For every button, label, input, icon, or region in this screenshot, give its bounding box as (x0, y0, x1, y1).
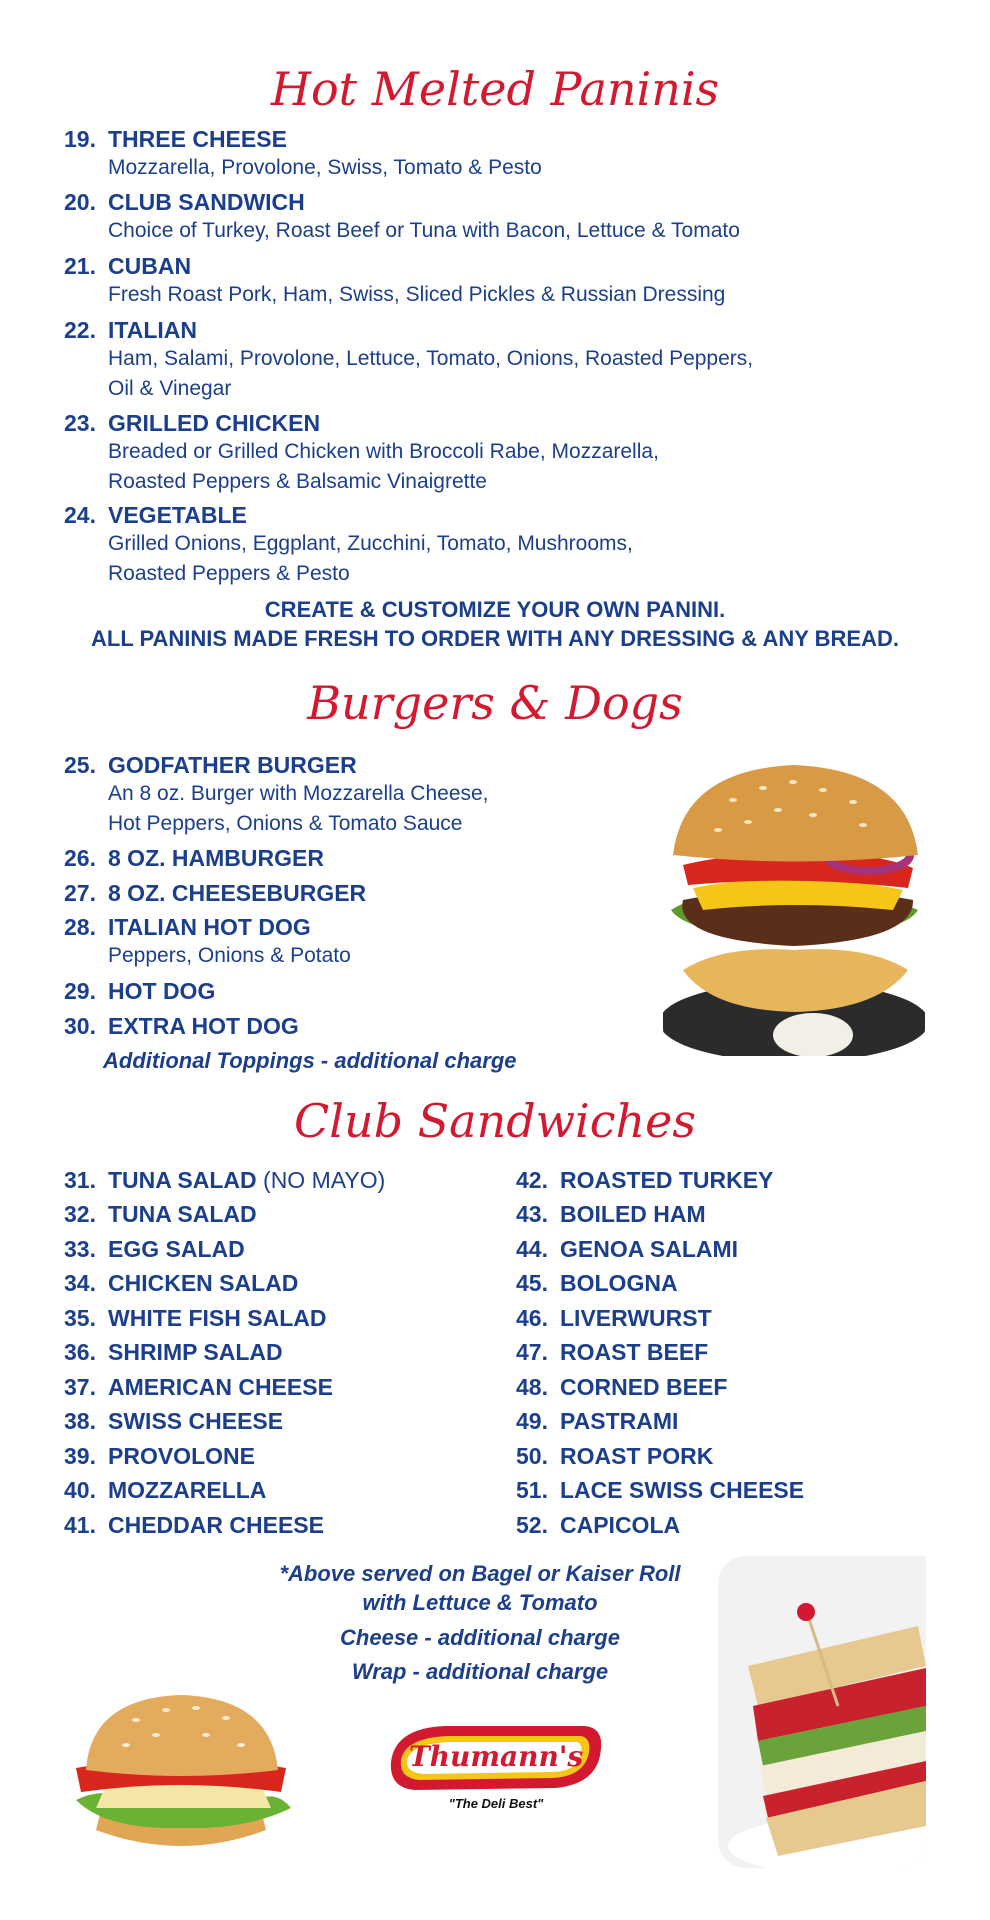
item-name: 8 OZ. CHEESEBURGER (108, 880, 367, 906)
item-number: 29. (64, 978, 96, 1004)
panini-note-customize: CREATE & CUSTOMIZE YOUR OWN PANINI. (264, 597, 726, 622)
item-number: 45. (516, 1270, 548, 1296)
small-burger-illustration (66, 1690, 296, 1866)
item-name: ITALIAN HOT DOG (108, 914, 311, 940)
item-name: CHEDDAR CHEESE (108, 1512, 324, 1538)
panini-note-fresh: ALL PANINIS MADE FRESH TO ORDER WITH ANY DRESSING & ANY BREAD. (91, 626, 899, 651)
thumanns-logo (385, 1718, 607, 1822)
item-number: 40. (64, 1477, 96, 1503)
item-number: 20. (64, 189, 96, 215)
item-name: ROAST PORK (560, 1443, 714, 1469)
item-name: MOZZARELLA (108, 1477, 267, 1503)
item-name: LACE SWISS CHEESE (560, 1477, 805, 1503)
item-name: EGG SALAD (108, 1236, 245, 1262)
item-description: Ham, Salami, Provolone, Lettuce, Tomato, Onions, Roasted Peppers, (108, 347, 754, 370)
item-number: 50. (516, 1443, 548, 1469)
item-description: Choice of Turkey, Roast Beef or Tuna with Bacon, Lettuce & Tomato (108, 219, 740, 242)
item-description: Mozzarella, Provolone, Swiss, Tomato & Pesto (108, 156, 542, 179)
item-name: CAPICOLA (560, 1512, 681, 1538)
item-description: Fresh Roast Pork, Ham, Swiss, Sliced Pickles & Russian Dressing (108, 283, 726, 306)
item-number: 30. (64, 1013, 96, 1039)
item-name: CHICKEN SALAD (108, 1270, 299, 1296)
item-number: 49. (516, 1408, 548, 1434)
clubs-note-bagel: *Above served on Bagel or Kaiser Roll (279, 1561, 681, 1586)
item-name: PASTRAMI (560, 1408, 679, 1434)
item-name: GENOA SALAMI (560, 1236, 739, 1262)
logo-brand-text: Thumann's (408, 1740, 584, 1773)
item-name: CORNED BEEF (560, 1374, 728, 1400)
item-description: An 8 oz. Burger with Mozzarella Cheese, (108, 782, 489, 805)
item-name: CLUB SANDWICH (108, 189, 305, 215)
item-name: TUNA SALAD (108, 1167, 257, 1193)
item-name: HOT DOG (108, 978, 216, 1004)
item-name: WHITE FISH SALAD (108, 1305, 327, 1331)
item-number: 24. (64, 502, 96, 528)
item-number: 27. (64, 880, 96, 906)
item-number: 22. (64, 317, 96, 343)
item-number: 34. (64, 1270, 96, 1296)
item-number: 46. (516, 1305, 548, 1331)
item-name: AMERICAN CHEESE (108, 1374, 333, 1400)
item-name: LIVERWURST (560, 1305, 712, 1331)
item-number: 26. (64, 845, 96, 871)
item-number: 43. (516, 1201, 548, 1227)
item-number: 47. (516, 1339, 548, 1365)
item-name: EXTRA HOT DOG (108, 1013, 299, 1039)
item-number: 28. (64, 914, 96, 940)
item-number: 41. (64, 1512, 96, 1538)
item-name: CUBAN (108, 253, 192, 279)
item-description: Roasted Peppers & Pesto (108, 562, 350, 585)
item-description: Oil & Vinegar (108, 377, 232, 400)
burger-illustration (663, 760, 925, 1056)
item-number: 39. (64, 1443, 96, 1469)
item-name: ROASTED TURKEY (560, 1167, 774, 1193)
item-number: 52. (516, 1512, 548, 1538)
item-note: (NO MAYO) (256, 1167, 386, 1193)
small-burger-photo (66, 1690, 296, 1866)
item-number: 42. (516, 1167, 548, 1193)
item-name: BOLOGNA (560, 1270, 678, 1296)
burgers-title: Burgers & Dogs (307, 676, 683, 730)
item-number: 48. (516, 1374, 548, 1400)
item-description: Grilled Onions, Eggplant, Zucchini, Tomato, Mushrooms, (108, 532, 633, 555)
item-number: 33. (64, 1236, 96, 1262)
item-name: THREE CHEESE (108, 126, 287, 152)
item-name: 8 OZ. HAMBURGER (108, 845, 324, 871)
item-number: 31. (64, 1167, 96, 1193)
clubs-note-lettuce: with Lettuce & Tomato (362, 1590, 598, 1615)
item-number: 36. (64, 1339, 96, 1365)
item-number: 32. (64, 1201, 96, 1227)
item-name: SHRIMP SALAD (108, 1339, 283, 1365)
item-name: GRILLED CHICKEN (108, 410, 321, 436)
item-number: 51. (516, 1477, 548, 1503)
club-sandwich-photo (718, 1556, 926, 1868)
item-name: TUNA SALAD (108, 1201, 257, 1227)
item-description: Peppers, Onions & Potato (108, 944, 351, 967)
clubs-note-cheese: Cheese - additional charge (340, 1625, 620, 1650)
item-number: 21. (64, 253, 96, 279)
item-description: Hot Peppers, Onions & Tomato Sauce (108, 812, 463, 835)
item-name: VEGETABLE (108, 502, 247, 528)
burger-photo (663, 760, 925, 1056)
item-number: 44. (516, 1236, 548, 1262)
item-name: BOILED HAM (560, 1201, 706, 1227)
item-description: Breaded or Grilled Chicken with Broccoli Rabe, Mozzarella, (108, 440, 659, 463)
clubs-note-wrap: Wrap - additional charge (351, 1659, 609, 1684)
item-name: SWISS CHEESE (108, 1408, 284, 1434)
item-name: PROVOLONE (108, 1443, 255, 1469)
item-number: 37. (64, 1374, 96, 1400)
item-number: 35. (64, 1305, 96, 1331)
burgers-toppings-note: Additional Toppings - additional charge (103, 1048, 517, 1073)
item-name: ITALIAN (108, 317, 198, 343)
item-name: ROAST BEEF (560, 1339, 709, 1365)
item-number: 25. (64, 752, 96, 778)
item-number: 19. (64, 126, 96, 152)
paninis-title: Hot Melted Paninis (270, 62, 720, 116)
item-name: GODFATHER BURGER (108, 752, 357, 778)
item-number: 38. (64, 1408, 96, 1434)
clubs-title: Club Sandwiches (294, 1094, 696, 1148)
item-description: Roasted Peppers & Balsamic Vinaigrette (108, 470, 487, 493)
item-number: 23. (64, 410, 96, 436)
logo-tagline: "The Deli Best" (448, 1796, 544, 1811)
club-sandwich-illustration (718, 1556, 926, 1868)
